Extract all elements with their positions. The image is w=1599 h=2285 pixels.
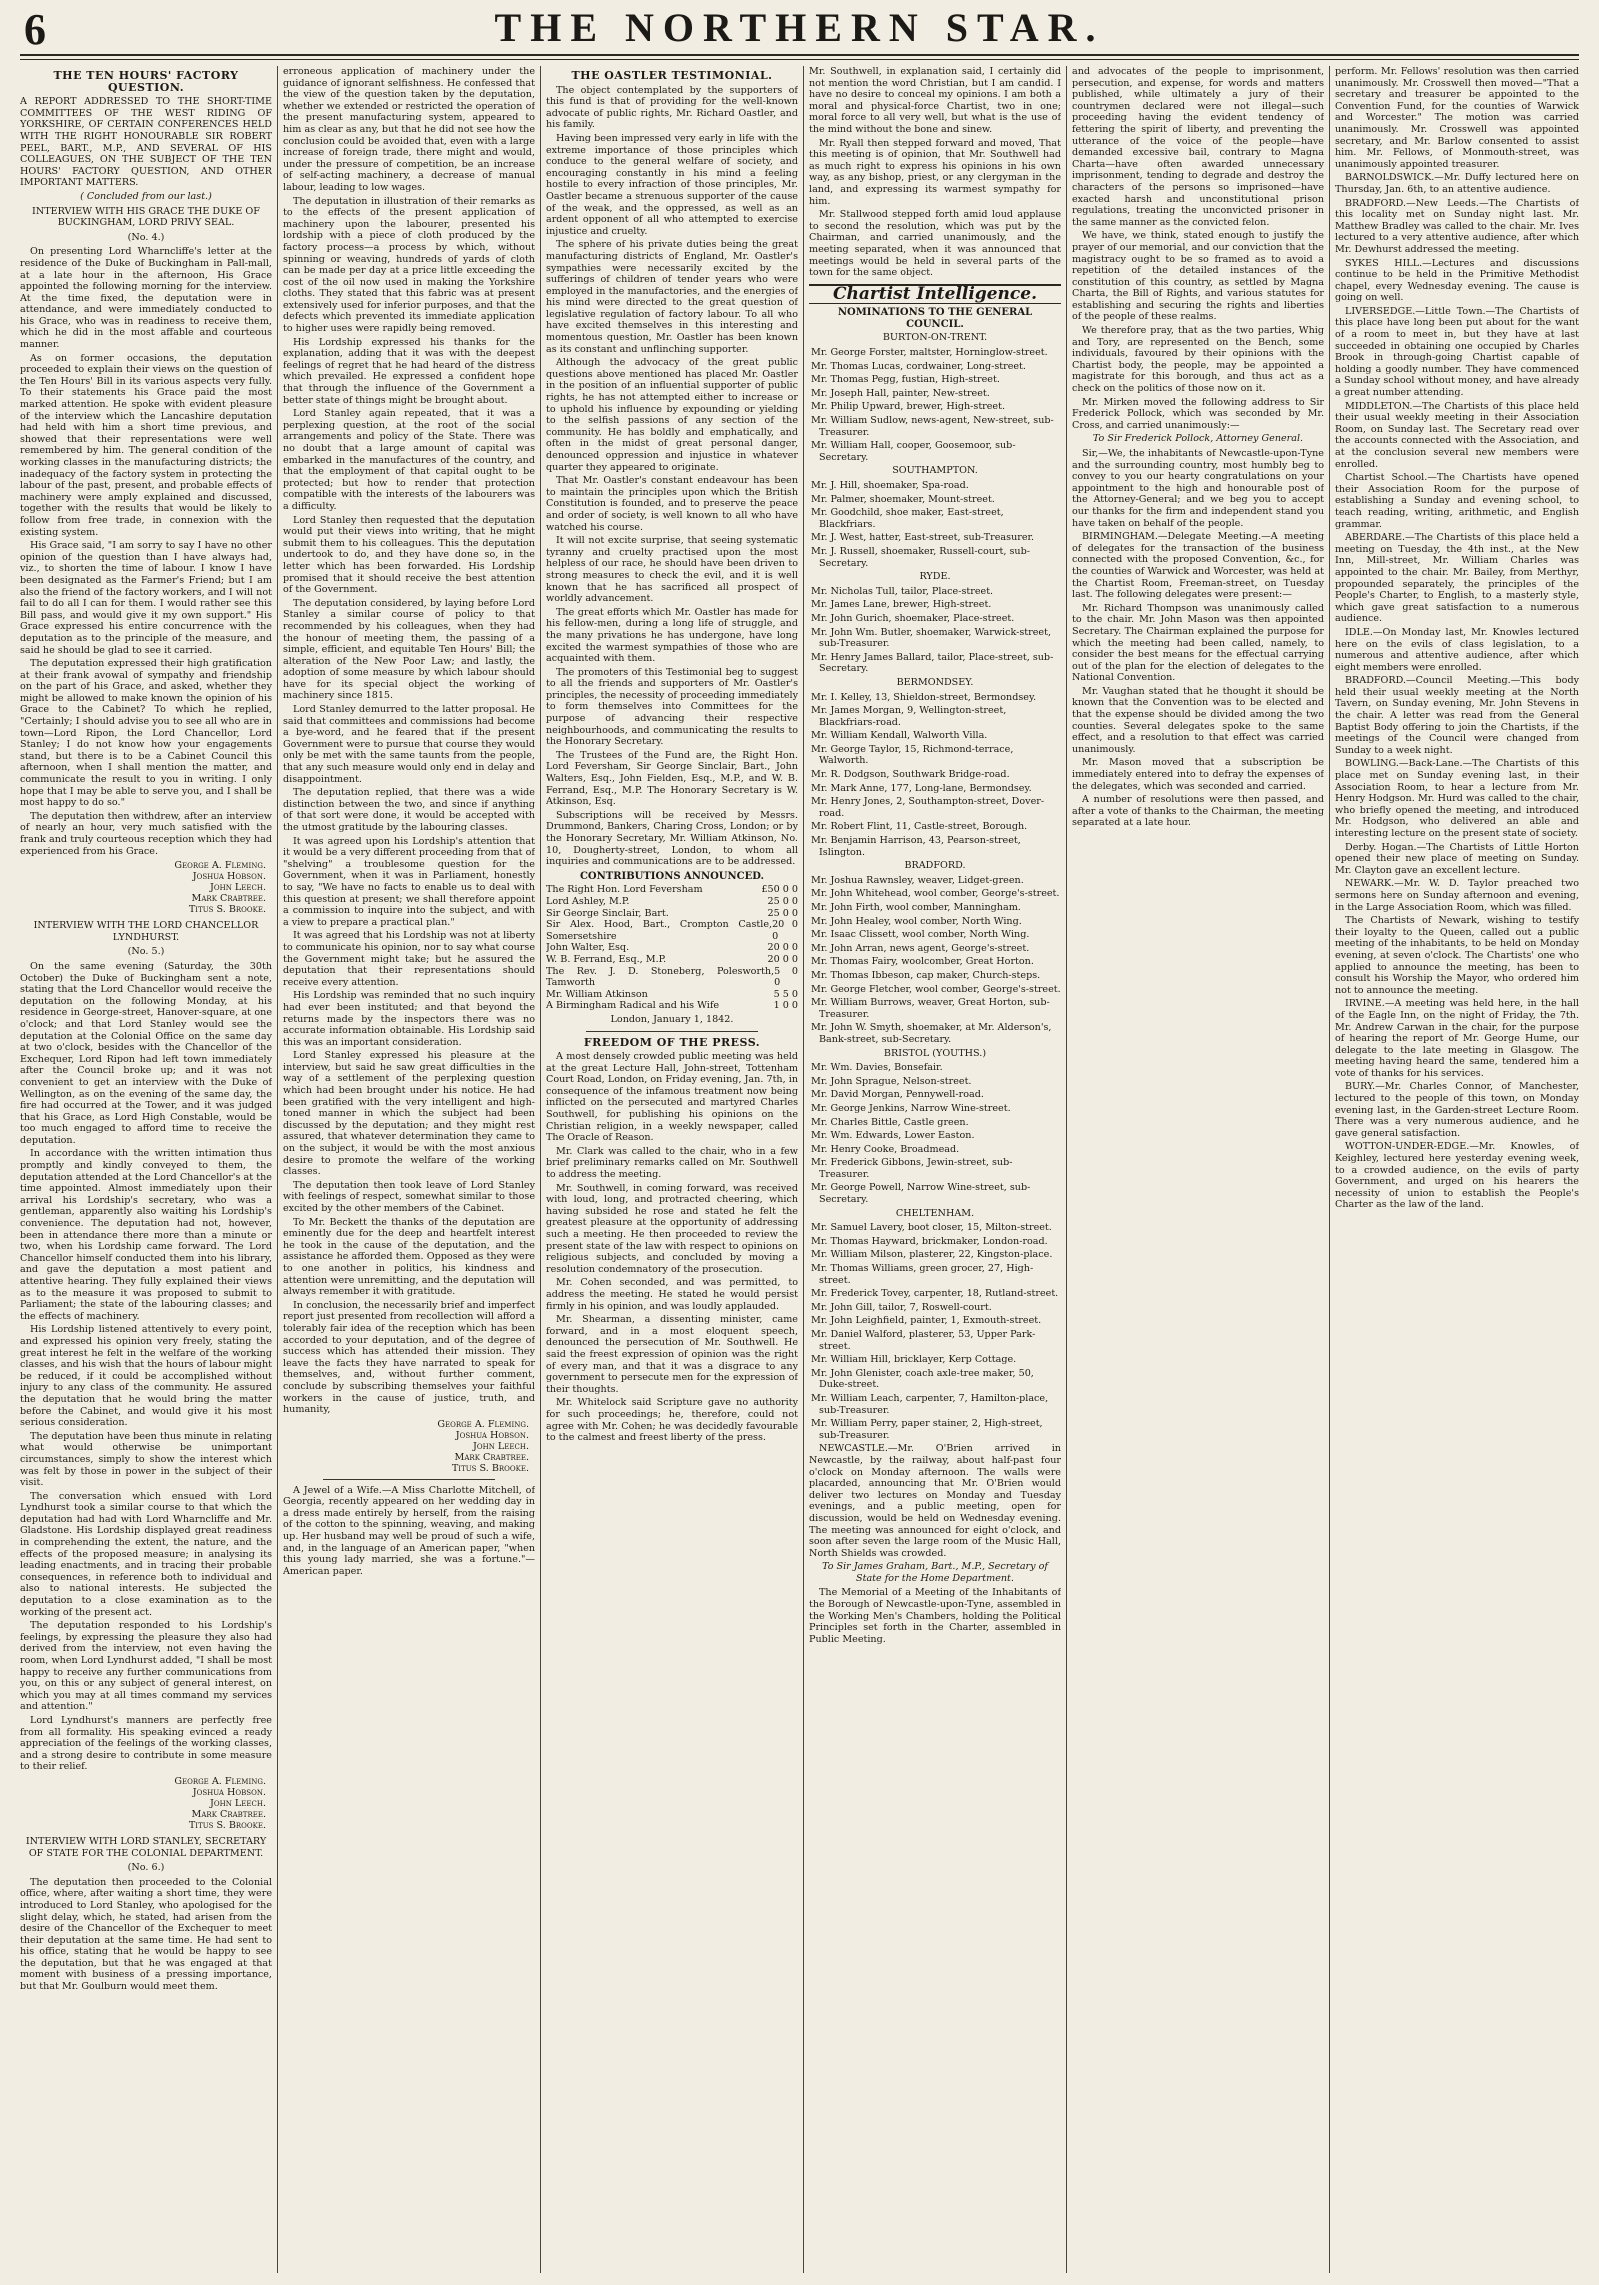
nominee: Mr. Henry Jones, 2, Southampton-street, Dover-road. <box>811 796 1045 819</box>
paragraph: In conclusion, the necessarily brief and imperfect report just presented from recollection will afford a tolerably fair idea of the reception which has been accorded to your deputation, and of the degree of success which has attended their mission. They leave the facts they have narrated to speak for themselves, and, without further comment, conclude by subscribing themselves your faithful workers in the cause of justice, truth, and humanity, <box>283 1299 535 1416</box>
nominee: Mr. James Lane, brewer, High-street. <box>811 599 992 611</box>
contribution-row <box>546 896 798 908</box>
paragraph: The conversation which ensued with Lord Lyndhurst took a similar course to that which the deputation had had with Lord Wharncliffe and Mr. Gladstone. His Lordship displayed great readiness in comprehending the extent, the nature, and the effects of the proposed measure; in analysing its leading enactments, and in tracing their probable consequences, in reference both to individual and also to national interests. He subjected the deputation to a close examination as to the working of the present act. <box>20 1490 272 1618</box>
paragraph: Lord Lyndhurst's manners are perfectly free from all formality. His speaking evinced a ready appreciation of the feelings of the working classes, and a strong desire to contribute in some measure to their relief. <box>20 1714 272 1773</box>
paragraph: The promoters of this Testimonial beg to suggest to all the friends and supporters of Mr. Oastler's principles, the necessity of proceeding immediately to form themselves into Committees for the purpose of advancing their respective neighbourhoods, and communicating the results to the Honorary Secretary. <box>546 666 798 748</box>
paragraph: Mr. Mason moved that a subscription be immediately entered into to defray the expenses of the delegates, which was seconded and carried. <box>1072 757 1324 792</box>
paragraph: A Jewel of a Wife.—A Miss Charlotte Mitchell, of Georgia, recently appeared on her wedding day in a dress made entirely by herself, from the raising of the cotton to the spinning, weaving, and making up. Her husband may well be proud of such a wife, and, in the language of an American paper, "when this young lady married, she was a fortune."—American paper. <box>283 1484 535 1577</box>
separator <box>323 1479 495 1480</box>
signatory: Mark Crabtree. <box>454 1451 529 1463</box>
paragraph: His Grace said, "I am sorry to say I have no other opinion of the question than I have always had, viz., to shorten the time of labour. I know I have been designated as the Farmer's Friend; but I am also the friend of the factory workers, and I will not fail to do all I can for them. I would rather see this Bill pass, and would give it my own support." His Grace expressed his entire concurrence with the deputation as to the principle of the measure, and said he should be glad to see it carried. <box>20 540 272 656</box>
paragraph: Mr. Stallwood stepped forth amid loud applause to second the resolution, which was put by the Chairman, and carried unanimously, and the meeting separated, when it was announced that meetings would be held in several parts of the town for the same object. <box>809 209 1061 279</box>
memorial-address: To Sir James Graham, Bart., M.P., Secretary of State for the Home Department. <box>822 1561 1048 1584</box>
interview-number: (No. 5.) <box>127 946 165 958</box>
page-number: 6 <box>24 5 46 54</box>
amount: 20 0 0 <box>767 942 798 954</box>
paragraph: A number of resolutions were then passed, and after a vote of thanks to the Chairman, the meeting separated at a late hour. <box>1072 794 1324 829</box>
article-heading: THE TEN HOURS' FACTORY QUESTION. <box>53 69 239 94</box>
paragraph: BURY.—Mr. Charles Connor, of Manchester, lectured to the people of this town, on Monday evening last, in the Garden-street Lecture Room. There was a very numerous audience, and he gave general satisfaction. <box>1335 1081 1579 1139</box>
contributions-title: CONTRIBUTIONS ANNOUNCED. <box>579 870 765 882</box>
column-divider <box>540 66 541 2273</box>
nominee: Mr. Thomas Ibbeson, cap maker, Church-steps. <box>811 969 1041 981</box>
paragraph: Mr. Southwell, in coming forward, was received with loud, long, and protracted cheering, which having subsided he rose and stated he felt the greatest pleasure at the opportunity of addressing such a meeting. He then proceeded to review the present state of the law with respect to opinions on religious subjects, and concluded by moving a resolution condemnatory of the prosecution. <box>546 1182 798 1275</box>
address-heading: To Sir Frederick Pollock, Attorney General. <box>1092 433 1304 445</box>
signatories <box>283 1419 529 1474</box>
interview-title: INTERVIEW WITH THE LORD CHANCELLOR LYNDHURST. <box>33 920 259 943</box>
nominee: Mr. William Burrows, weaver, Great Horton, sub-Treasurer. <box>811 997 1050 1020</box>
paragraph: The deputation then proceeded to the Colonial office, where, after waiting a short time, they were introduced to Lord Stanley, who apologised for the slight delay, which, he stated, had arisen from the desire of the Chancellor of the Exchequer to meet their deputation at the same time. He had sent to his office, stating that he would be happy to see the deputation, but that he was engaged at that moment with business of a pressing importance, but that Mr. Goulburn would meet them. <box>20 1876 272 1993</box>
nominee: Mr. George Powell, Narrow Wine-street, sub-Secretary. <box>811 1182 1031 1206</box>
masthead-rule <box>20 54 1579 56</box>
paragraph: The deputation responded to his Lordship's feelings, by expressing the pleasure they also had derived from the interview, not even having the room, when Lord Lyndhurst added, "I shall be most happy to receive any further communications from you, on this or any subject of general interest, on which you may at all times command my services and attention." <box>20 1620 272 1713</box>
contributor: A Birmingham Radical and his Wife <box>546 1000 720 1012</box>
paragraph: The deputation then took leave of Lord Stanley with feelings of respect, somewhat similar to those excited by the other members of the Cabinet. <box>283 1179 535 1214</box>
nominee: Mr. Mark Anne, 177, Long-lane, Bermondsey. <box>811 782 1032 794</box>
contribution-row <box>546 884 798 896</box>
dateline: London, January 1, 1842. <box>610 1013 734 1025</box>
contribution-row <box>546 908 798 920</box>
locality: BRADFORD. <box>904 860 966 872</box>
nominee: Mr. Thomas Hayward, brickmaker, London-road. <box>811 1235 1048 1247</box>
paragraph: We therefore pray, that as the two parties, Whig and Tory, are represented on the Bench, some individuals, favoured by their opinions with the Chartist body, the people, may be appointed a magistrate for this borough, and thus act as a check on the politics of those now on it. <box>1072 325 1324 395</box>
paragraph: The object contemplated by the supporters of this fund is that of providing for the well-known advocate of public rights, Mr. Richard Oastler, and his family. <box>546 84 798 131</box>
paragraph: Lord Stanley demurred to the latter proposal. He said that committees and commissions had become a bye-word, and he feared that if the present Government were to pursue that course they would only be met with the same taunts from the people, that any such measure would only end in delay and disappointment. <box>283 704 535 785</box>
columns <box>20 66 1579 2273</box>
paragraph: Mr. Shearman, a dissenting minister, came forward, and in a most eloquent speech, denounced the persecution of Mr. Southwell. He said the freest expression of opinion was the right of every man, and that it was a disgrace to any government to persecute men for the expression of their thoughts. <box>546 1314 798 1395</box>
contributor: Mr. William Atkinson <box>546 988 648 1000</box>
paragraph: The deputation expressed their high gratification at their frank avowal of sympathy and friendship on the part of his Grace, and asked, whether they might be allowed to make known the opinion of his Grace to the Cabinet? To which he replied, "Certainly; I should advise you to see all who are in town—Lord Ripon, the Lord Chancellor, Lord Stanley; I do not know how your engagements stand, but there is to be a Cabinet Council this afternoon, when I shall mention the matter, and communicate the result to you in writing. I only hope that I may be able to serve you, and I shall be most happy to do so." <box>20 658 272 809</box>
paragraph: ABERDARE.—The Chartists of this place held a meeting on Tuesday, the 4th inst., at the New Inn, Mill-street, Mr. William Charles was appointed to the chair. Mr. Bailey, from Merthyr, propounded separately, the principles of the People's Charter, to English, to a masterly style, which gave great satisfaction to a numerous audience. <box>1335 532 1579 625</box>
signatory: Mark Crabtree. <box>191 1808 266 1820</box>
contributor: Lord Ashley, M.P. <box>546 895 630 907</box>
nominee: Mr. William Leach, carpenter, 7, Hamilton-place, sub-Treasurer. <box>811 1392 1049 1416</box>
paragraph: BRADFORD.—Council Meeting.—This body held their usual weekly meeting at the North Tavern, on Sunday evening, Mr. John Stevens in the chair. A letter was read from the General Baptist Body offering to join the Chartists, if the meetings of the Council were changed from Sunday to a week night. <box>1335 675 1579 756</box>
signatory: Mark Crabtree. <box>191 893 266 905</box>
signatory: George A. Fleming. <box>174 860 266 872</box>
amount: £50 0 0 <box>761 884 798 896</box>
signatory: George A. Fleming. <box>174 1775 266 1787</box>
contribution-row <box>546 1000 798 1012</box>
nominee: Mr. Frederick Gibbons, Jewin-street, sub-Treasurer. <box>811 1157 1013 1180</box>
paragraph: The Chartists of Newark, wishing to testify their loyalty to the Queen, called out a public meeting of the inhabitants, to be held on Monday evening, at seven o'clock. The Chartists' one who applied to announce the meeting, has been to consult his Worship the Mayor, who ordered him not to announce the meeting. <box>1335 915 1579 996</box>
contribution-row <box>546 989 798 1001</box>
nominee: Mr. Thomas Fairy, woolcomber, Great Horton. <box>811 956 1034 968</box>
nominee: Mr. Thomas Lucas, cordwainer, Long-street. <box>811 360 1026 372</box>
nominee: Mr. Joshua Rawnsley, weaver, Lidget-green. <box>811 874 1024 886</box>
nominee: Mr. John Wm. Butler, shoemaker, Warwick-street, sub-Treasurer. <box>811 626 1051 650</box>
paragraph: The Memorial of a Meeting of the Inhabitants of the Borough of Newcastle-upon-Tyne, assembled in the Working Men's Chambers, holding the Political Principles set forth in the Charter, assembled in Public Meeting. <box>809 1587 1061 1645</box>
paragraph: Mr. Cohen seconded, and was permitted, to address the meeting. He stated he would persist firmly in his opinion, and was loudly applauded. <box>546 1277 798 1312</box>
signatories <box>20 860 266 915</box>
paragraph: LIVERSEDGE.—Little Town.—The Chartists of this place have long been put about for the want of a room to meet in, but they have at last succeeded in obtaining one occupied by Charles Brook in through-going Chartist capable of holding a goodly number. They have commenced a Sunday school without money, and have already a great number attending. <box>1335 305 1579 399</box>
paragraph: Mr. Ryall then stepped forward and moved, That this meeting is of opinion, that Mr. Southwell had as much right to express his opinions in his own way, as any bishop, priest, or any clergyman in the land, and expressing its warmest sympathy for him. <box>809 137 1061 207</box>
nominee: Mr. David Morgan, Pennywell-road. <box>811 1089 984 1101</box>
column-1 <box>20 66 272 2273</box>
paragraph: In accordance with the written intimation thus promptly and kindly conveyed to them, the deputation attended at the Lord Chancellor's at the time appointed. Almost immediately upon their arrival his Lordship's secretary, who was a gentleman, apparently also waiting his Lordship's convenience. The deputation had not, however, been in attendance there more than a minute or two, when his Lordship came forward. The Lord Chancellor himself conducted them into his library, and gave the deputation a most patient and attentive hearing. They fully explained their views as to the measure it was proposed to submit to Parliament; the state of the labouring classes; and the effects of machinery. <box>20 1148 272 1322</box>
nominee: Mr. John W. Smyth, shoemaker, at Mr. Alderson's, Bank-street, sub-Secretary. <box>811 1022 1052 1045</box>
paragraph: BRADFORD.—New Leeds.—The Chartists of this locality met on Sunday night last. Mr. Matthew Bradley was called to the chair. Mr. Ives lectured to a very attentive audience, after which Mr. Dewhurst addressed the meeting. <box>1335 197 1579 255</box>
paragraph: Mr. Mirken moved the following address to Sir Frederick Pollock, which was seconded by Mr. Cross, and carried unanimously:— <box>1072 396 1324 431</box>
masthead <box>0 0 1599 70</box>
nominee: Mr. John Sprague, Nelson-street. <box>811 1075 972 1087</box>
nominee: Mr. John Firth, wool comber, Manningham. <box>811 902 1021 913</box>
nominee: Mr. John Arran, news agent, George's-street. <box>811 942 1030 954</box>
newspaper-title: THE NORTHERN STAR. <box>494 5 1105 50</box>
locality: BRISTOL (YOUTHS.) <box>883 1047 987 1059</box>
paragraph: It will not excite surprise, that seeing systematic tyranny and cruelty practised upon the most helpless of our race, he should have been driven to strong measures to check the evil, and it is well known that he has sacrificed all prospect of worldly advancement. <box>546 535 798 605</box>
nominee: Mr. J. West, hatter, East-street, sub-Treasurer. <box>811 532 1035 544</box>
nominee: Mr. I. Kelley, 13, Shieldon-street, Bermondsey. <box>811 691 1037 703</box>
nominee: Mr. Nicholas Tull, tailor, Place-street. <box>811 585 994 597</box>
paragraph: NEWARK.—Mr. W. D. Taylor preached two sermons here on Sunday afternoon and evening, in the Large Association Room, which was filled. <box>1335 878 1579 913</box>
paragraph: Mr. Whitelock said Scripture gave no authority for such proceedings; he, therefore, could not agree with Mr. Cohen; he was decidedly favourable to the calmest and freest liberty of the press. <box>546 1397 798 1444</box>
contributor: Sir George Sinclair, Bart. <box>546 907 669 919</box>
column-3 <box>546 66 798 2273</box>
contributor: The Right Hon. Lord Feversham <box>546 884 703 896</box>
paragraph: Mr. Richard Thompson was unanimously called to the chair. Mr. John Mason was then appointed Secretary. The Chairman explained the purpose for which the meeting had been called, namely, to consider the best means for the effectual carrying out of the plan for the election of delegates to the National Convention. <box>1072 602 1324 684</box>
nominee: Mr. William Hall, cooper, Goosemoor, sub-Secretary. <box>811 440 1016 463</box>
signatories <box>20 1776 266 1831</box>
amount: 5 5 0 <box>773 988 798 1000</box>
nominee: Mr. William Sudlow, news-agent, New-street, sub-Treasurer. <box>811 415 1054 438</box>
paragraph: BIRMINGHAM.—Delegate Meeting.—A meeting of delegates for the transaction of the business connected with the proposed Convention, &c., for the counties of Warwick and Worcester, was held at the Chartist Room, Freeman-street, on Tuesday last. The following delegates were present:— <box>1072 531 1324 601</box>
nominee: Mr. John Whitehead, wool comber, George's-street. <box>811 888 1060 900</box>
nominee: Mr. William Perry, paper stainer, 2, High-street, sub-Treasurer. <box>811 1418 1043 1441</box>
nominee: Mr. Goodchild, shoe maker, East-street, Blackfriars. <box>811 507 1004 530</box>
nominee: Mr. J. Hill, shoemaker, Spa-road. <box>811 480 969 491</box>
paragraph: Having been impressed very early in life with the extreme importance of those principles which conduce to the general welfare of society, and encouraging constantly in his mind a feeling hostile to every infraction of those principles, Mr. Oastler became a strenuous supporter of the cause of the weak, and the oppressed, as well as an ardent opponent of all who attempted to exercise injustice and cruelty. <box>546 132 798 237</box>
column-divider <box>277 66 278 2273</box>
nominee: Mr. William Kendall, Walworth Villa. <box>811 730 988 742</box>
column-divider <box>1066 66 1067 2273</box>
article-intro: A REPORT ADDRESSED TO THE SHORT-TIME COMMITTEES OF THE WEST RIDING OF YORKSHIRE, OF CERTAIN CONFERENCES HELD WITH THE RIGHT HONOURABLE SIR ROBERT PEEL, BART., M.P., AND SEVERAL OF HIS COLLEAGUES, ON THE SUBJECT OF THE TEN HOURS' FACTORY QUESTION, AND OTHER IMPORTANT MATTERS. <box>20 96 272 189</box>
nominee: Mr. Benjamin Harrison, 43, Pearson-street, Islington. <box>811 835 1021 858</box>
continuation-note: ( Concluded from our last.) <box>80 190 212 202</box>
amount: 20 0 0 <box>772 919 798 942</box>
interview-number: (No. 6.) <box>127 1862 165 1874</box>
column-6 <box>1335 66 1579 2273</box>
paragraph: Lord Stanley then requested that the deputation would put their views into writing, that he might submit them to his colleagues. This the deputation undertook to do, and they have done so, in the letter which has been forwarded. His Lordship promised that it should receive the best attention of the Government. <box>283 514 535 596</box>
nominee: Mr. Palmer, shoemaker, Mount-street. <box>811 493 995 505</box>
column-5 <box>1072 66 1324 2273</box>
nominee: Mr. William Hill, bricklayer, Kerp Cottage. <box>811 1354 1017 1366</box>
paragraph: Although the advocacy of the great public questions above mentioned has placed Mr. Oastler in the position of an influential supporter of public rights, he has not attempted either to increase or to uphold his influence by expounding or yielding to the selfish passions of any section of the community. He has boldly and emphatically, and often in the midst of great personal danger, denounced oppression and injustice in whatever quarter they appeared to originate. <box>546 357 798 473</box>
contributor: John Walter, Esq. <box>546 942 630 954</box>
paragraph: On presenting Lord Wharncliffe's letter at the residence of the Duke of Buckingham in Pall-mall, at a late hour in the afternoon, His Grace appointed the following morning for the interview. At the time fixed, the deputation were in attendance, and were immediately conducted to his Grace, who was in readiness to receive them, which he did in the most affable and courteous manner. <box>20 246 272 351</box>
nominee: Mr. Henry Cooke, Broadmead. <box>811 1143 960 1155</box>
paragraph: IRVINE.—A meeting was held here, in the hall of the Eagle Inn, on the night of Friday, the 7th. Mr. Andrew Carwan in the chair, for the purpose of hearing the report of Mr. George Hume, our delegate to the late meeting in Glasgow. The meeting having heard the same, tendered him a vote of thanks for his services. <box>1335 998 1579 1079</box>
locality: CHELTENHAM. <box>895 1207 975 1219</box>
contributor: Sir Alex. Hood, Bart., Crompton Castle, Somersetshire <box>546 919 773 942</box>
interview-number: (No. 4.) <box>127 231 165 243</box>
paragraph: To Mr. Beckett the thanks of the deputation are eminently due for the deep and heartfelt interest he took in the cause of the deputation, and the assistance he afforded them. Opposed as they were to one another in politics, his kindness and attention were unremitting, and the deputation will always remember it with gratitude. <box>283 1216 535 1298</box>
paragraph: Mr. Vaughan stated that he thought it should be known that the Convention was to be elected and that the expense should be divided among the two counties. Several delegates spoke to the same effect, and a resolution to that effect was carried unanimously. <box>1072 685 1324 755</box>
nominee: Mr. John Gill, tailor, 7, Roswell-court. <box>811 1301 992 1313</box>
signatory: Joshua Hobson. <box>192 871 266 883</box>
nominee: Mr. Charles Bittle, Castle green. <box>811 1116 969 1128</box>
contribution-row <box>546 954 798 966</box>
interview-title: INTERVIEW WITH LORD STANLEY, SECRETARY OF STATE FOR THE COLONIAL DEPARTMENT. <box>25 1835 267 1859</box>
paragraph: The deputation then withdrew, after an interview of nearly an hour, very much satisfied with the frank and truly courteous reception which they had experienced from his Grace. <box>20 810 272 857</box>
paragraph: His Lordship was reminded that no such inquiry had ever been instituted; and that beyond the returns made by the inspectors there was no accurate information obtainable. His Lordship said this was an important consideration. <box>283 990 535 1048</box>
signatory: Joshua Hobson. <box>455 1429 529 1441</box>
amount: 1 0 0 <box>773 1000 798 1012</box>
paragraph: The Trustees of the Fund are, the Right Hon. Lord Feversham, Sir George Sinclair, Bart., John Walters, Esq., John Fielden, Esq., M.P., and W. B. Ferrand, Esq., M.P. The Honorary Secretary is W. Atkinson, Esq. <box>546 749 798 808</box>
contributor: The Rev. J. D. Stoneberg, Polesworth, Tamworth <box>546 965 775 989</box>
article-heading: THE OASTLER TESTIMONIAL. <box>571 69 773 82</box>
contributions-list <box>546 884 798 1012</box>
locality: RYDE. <box>919 571 951 583</box>
article-heading: FREEDOM OF THE PRESS. <box>583 1035 761 1049</box>
paragraph: BARNOLDSWICK.—Mr. Duffy lectured here on Thursday, Jan. 6th, to an attentive audience. <box>1335 172 1579 195</box>
paragraph: The sphere of his private duties being the great manufacturing districts of England, Mr. Oastler's sympathies were necessarily excited by the sufferings of children of tender years who were employed in the manufactories, and the energies of his mind were directed to the great question of legislative regulation of factory labour. To all who have excited themselves in this interesting and momentous question, Mr. Oastler has been known as its constant and unflinching supporter. <box>546 239 798 355</box>
nominee: Mr. George Forster, maltster, Horninglow-street. <box>811 347 1048 359</box>
signatory: John Leech. <box>473 1440 529 1452</box>
nominee: Mr. Frederick Tovey, carpenter, 18, Rutland-street. <box>811 1288 1059 1300</box>
paragraph: BOWLING.—Back-Lane.—The Chartists of this place met on Sunday evening last, in their Association Room, to hear a lecture from Mr. Henry Hodgson. Mr. Hurd was called to the chair, who briefly opened the meeting, and introduced Mr. Hodgson, who delivered an able and interesting lecture on the present state of society. <box>1335 758 1579 839</box>
paragraph: and advocates of the people to imprisonment, persecution, and expense, for words and matters published, while ultimately a jury of their countrymen declared were not illegal—such proceeding having the evident tendency of fettering the spirit of liberty, and preventing the utterance of the voice of the people—have demanded excessive bail, contrary to Magna Charta—have often awarded unnecessary imprisonment, tending to degrade and destroy the characters of the persons so imprisoned—have exacted harsh and unconstitutional prison regulations, treating the unconvicted prisoner in the same manner as the convicted felon. <box>1072 66 1324 228</box>
locality: BURTON-ON-TRENT. <box>882 332 988 344</box>
paragraph: Sir,—We, the inhabitants of Newcastle-upon-Tyne and the surrounding country, most humbly beg to convey to you our hearty congratulations on your appointment to the high and honourable post of the Attorney-General; and we beg you to accept our thanks for the firm and independent stand you have taken on behalf of the people. <box>1072 448 1324 529</box>
paragraph: Chartist School.—The Chartists have opened their Association Room for the purpose of establishing a Sunday and evening school, to teach reading, writing, arithmetic, and English grammar. <box>1335 472 1579 530</box>
column-divider <box>1329 66 1330 2273</box>
nominee: Mr. John Gurich, shoemaker, Place-street. <box>811 612 1015 624</box>
paragraph: NEWCASTLE.—Mr. O'Brien arrived in Newcastle, by the railway, about half-past four o'clock on Monday afternoon. The walls were placarded, announcing that Mr. O'Brien would deliver two lectures on Monday and Tuesday evenings, and a public meeting, open for discussion, would be held on Wednesday evening. The meeting was announced for eight o'clock, and soon after seven the large room of the Music Hall, North Shields was crowded. <box>809 1443 1061 1559</box>
amount: 25 0 0 <box>767 907 798 919</box>
contribution-row <box>546 919 798 942</box>
paragraph: The deputation in illustration of their remarks as to the effects of the present application of machinery upon the labourer, presented his lordship with a piece of cloth produced by the factory process—a process by which, without spinning or weaving, hundreds of yards of cloth can be made per day at a price little exceeding the cost of the oil now used in making the Yorkshire cloths. They stated that this fabric was at present extensively used for inferior purposes, and that the defects which prevented its immediate application to higher uses were rapidly being removed. <box>283 195 535 335</box>
signatory: Joshua Hobson. <box>192 1786 266 1798</box>
nominee: Mr. Daniel Walford, plasterer, 53, Upper Park-street. <box>811 1329 1036 1352</box>
nominee: Mr. George Fletcher, wool comber, George's-street. <box>811 983 1061 995</box>
nominee: Mr. Wm. Davies, Bonsefair. <box>811 1062 943 1074</box>
signatory: John Leech. <box>210 882 266 894</box>
amount: 5 0 0 <box>774 965 798 989</box>
interview-title: INTERVIEW WITH HIS GRACE THE DUKE OF BUCKINGHAM, LORD PRIVY SEAL. <box>32 205 260 229</box>
paragraph: Lord Stanley again repeated, that it was a perplexing question, at the root of the social arrangements and policy of the State. There was no doubt that a large amount of capital was embarked in the manufactures of the country, and that the employment of that capital ought to be protected; but how to render that protection compatible with the interests of the labourers was a difficulty. <box>283 408 535 512</box>
column-divider <box>803 66 804 2273</box>
paragraph: His Lordship expressed his thanks for the explanation, adding that it was with the deepest feelings of regret that he had heard of the distress which prevailed. He expressed a confident hope that through the influence of the Government a better state of things might be brought about. <box>283 336 535 406</box>
paragraph: Mr. Southwell, in explanation said, I certainly did not mention the word Christian, but I am candid. I have no desire to conceal my opinions. I am both a moral and physical-force Chartist, two in one; moral force to all very well, but what is the use of the mind without the bone and sinew. <box>809 66 1061 135</box>
paragraph: As on former occasions, the deputation proceeded to explain their views on the question of the Ten Hours' Bill in its various aspects very fully. To their statements his Grace paid the most marked attention. He spoke with evident pleasure of the interview which the Lancashire deputation had held with him a short time previous, and showed that their representations were well remembered by him. The general condition of the working classes in the manufacturing districts; the inadequacy of the factory system in protecting the labour of the past, present, and probable effects of machinery were amply explained and discussed, together with the results that would be likely to follow from free trade, in connexion with the existing system. <box>20 352 272 538</box>
paragraph: Mr. Clark was called to the chair, who in a few brief preliminary remarks called on Mr. Southwell to address the meeting. <box>546 1145 798 1181</box>
nominee: Mr. Henry James Ballard, tailor, Place-street, sub-Secretary. <box>811 651 1054 675</box>
masthead-rule-thin <box>20 59 1579 60</box>
nominee: Mr. George Taylor, 15, Richmond-terrace, Walworth. <box>811 743 1014 767</box>
paragraph: MIDDLETON.—The Chartists of this place held their usual weekly meeting in their Association Room, on Sunday last. The Secretary read over the accounts connected with the Association, and at the conclusion several new members were enrolled. <box>1335 400 1579 470</box>
signatory: John Leech. <box>210 1797 266 1809</box>
paragraph: His Lordship listened attentively to every point, and expressed his opinion very freely, stating the great interest he felt in the welfare of the working classes, and his wish that the hours of labour might be reduced, if it could be accomplished without injury to any class of the community. He assured the deputation that he would bring the matter before the Cabinet, and would give it his most serious consideration. <box>20 1324 272 1429</box>
nominee: Mr. Robert Flint, 11, Castle-street, Borough. <box>811 821 1028 833</box>
paragraph: We have, we think, stated enough to justify the prayer of our memorial, and our conviction that the magistracy ought to be so framed as to avoid a repetition of the detailed instances of the constitution of this country, as settled by Magna Charta, the Bill of Rights, and various statutes for establishing and securing the rights and liberties of the people of these realms. <box>1072 230 1324 323</box>
nominee: Mr. Thomas Pegg, fustian, High-street. <box>811 374 1000 386</box>
nominee: Mr. George Jenkins, Narrow Wine-street. <box>811 1102 1011 1114</box>
list-title: NOMINATIONS TO THE GENERAL COUNCIL. <box>837 307 1033 330</box>
nominee: Mr. Isaac Clissett, wool comber, North Wing. <box>811 929 1030 941</box>
paragraph: The deputation have been thus minute in relating what would otherwise be unimportant circumstances, simply to show the interest which was felt by those in power in the subject of their visit. <box>20 1430 272 1489</box>
paragraph: Lord Stanley expressed his pleasure at the interview, but said he saw great difficulties in the way of a settlement of the perplexing question which had been brought under his notice. He had been gratified with the very intelligent and high-toned manner in which the subject had been discussed by the deputation; and they might rest assured, that whatever determination they came to on the subject, it would be with the most anxious desire to promote the welfare of the working classes. <box>283 1050 535 1178</box>
column-4 <box>809 66 1061 2273</box>
separator <box>586 1031 758 1032</box>
nominee: Mr. William Milson, plasterer, 22, Kingston-place. <box>811 1249 1053 1261</box>
paragraph: On the same evening (Saturday, the 30th October) the Duke of Buckingham sent a note, stating that the Lord Chancellor would receive the deputation on the following Monday, at his residence in George-street, Hanover-square, at one o'clock; and that Lord Stanley would see the deputation at the Colonial Office on the same day at two o'clock, besides with the Chancellor of the Exchequer, Lord Ripon had left town immediately after the Council broke up; and it was not convenient to get an interview with the Duke of Wellington, as on the evening of the same day, the fire had occurred at the Tower, and it was judged that his Grace, as Lord High Constable, would be too much engaged to afford time to receive the deputation. <box>20 960 272 1146</box>
paragraph: The deputation considered, by laying before Lord Stanley a similar course of policy to that recommended by his colleagues, when they had the honour of meeting them, the passing of a simple, efficient, and equitable Ten Hours' Bill; the alteration of the New Poor Law; and lastly, the adoption of some measure by which labour should have for its special object the working of machinery since 1815. <box>283 597 535 702</box>
signatory: George A. Fleming. <box>437 1418 529 1430</box>
paragraph: Derby. Hogan.—The Chartists of Little Horton opened their new place of meeting on Sunday. Mr. Clayton gave an excellent lecture. <box>1335 841 1579 876</box>
contribution-row <box>546 942 798 954</box>
nominee: Mr. J. Russell, shoemaker, Russell-court, sub-Secretary. <box>811 545 1030 569</box>
section-banner: Chartist Intelligence. <box>809 284 1061 305</box>
signatory: Titus S. Brooke. <box>188 1819 266 1831</box>
paragraph: It was agreed that his Lordship was not at liberty to communicate his opinion, nor to say what course the Government might take; but he assured the deputation that their representations should receive every attention. <box>283 930 535 988</box>
nominee: Mr. John Leighfield, painter, 1, Exmouth-street. <box>811 1315 1042 1327</box>
paragraph: erroneous application of machinery under the guidance of ignorant selfishness. He confessed that the view of the question taken by the deputation, whether we extended or restricted the operation of the present manufacturing system, appeared to him as clear as any, but that he did not see how the conclusion could be avoided that, even with a large increase of foreign trade, there might and would, under the pressure of competition, be an increase of self-acting machinery, a decrease of manual labour, leading to low wages. <box>283 66 535 193</box>
paragraph: Subscriptions will be received by Messrs. Drummond, Bankers, Charing Cross, London; or by the Honorary Secretary, Mr. William Atkinson, No. 10, Dougherty-street, London, to whom all inquiries and communications are to be addressed. <box>546 809 798 868</box>
paragraph: The great efforts which Mr. Oastler has made for his fellow-men, during a long life of struggle, and the many privations he has undergone, have long excited the warmest sympathies of those who are acquainted with them. <box>546 606 798 665</box>
contributor: W. B. Ferrand, Esq., M.P. <box>546 953 667 965</box>
signatory: Titus S. Brooke. <box>451 1462 529 1474</box>
paragraph: A most densely crowded public meeting was held at the great Lecture Hall, John-street, Tottenham Court Road, London, on Friday evening, Jan. 7th, in consequence of the infamous treatment now being inflicted on the persecuted and martyred Charles Southwell, for publishing his opinions on the Christian religion, in a weekly newspaper, called The Oracle of Reason. <box>546 1051 798 1144</box>
paragraph: The deputation replied, that there was a wide distinction between the two, and since if anything of that sort were done, it would be accepted with the utmost gratitude by the labouring classes. <box>283 787 535 833</box>
nominee: Mr. Joseph Hall, painter, New-street. <box>811 387 990 399</box>
nominee: Mr. R. Dodgson, Southwark Bridge-road. <box>811 769 1010 781</box>
signatory: Titus S. Brooke. <box>188 904 266 916</box>
amount: 25 0 0 <box>767 895 798 907</box>
nominee: Mr. John Glenister, coach axle-tree maker, 50, Duke-street. <box>811 1367 1034 1391</box>
locality: BERMONDSEY. <box>896 676 974 688</box>
paragraph: That Mr. Oastler's constant endeavour has been to maintain the principles upon which the British Constitution is founded, and to preserve the peace and order of society, is well known to all who have watched his course. <box>546 475 798 533</box>
column-2 <box>283 66 535 2273</box>
nominee: Mr. Samuel Lavery, boot closer, 15, Milton-street. <box>811 1222 1052 1234</box>
amount: 20 0 0 <box>767 953 798 965</box>
nominee: Mr. Wm. Edwards, Lower Easton. <box>811 1130 975 1142</box>
nominee: Mr. Thomas Williams, green grocer, 27, High-street. <box>811 1263 1034 1286</box>
nominee: Mr. Philip Upward, brewer, High-street. <box>811 401 1006 413</box>
nominee: Mr. John Healey, wool comber, North Wing. <box>811 915 1022 927</box>
paragraph: WOTTON-UNDER-EDGE.—Mr. Knowles, of Keighley, lectured here yesterday evening week, to a crowded audience, on the evils of party Government, and urged on his hearers the necessity of union to establish the People's Charter as the law of the land. <box>1335 1141 1579 1211</box>
paragraph: perform. Mr. Fellows' resolution was then carried unanimously. Mr. Crosswell then moved—"That a secretary and treasurer be appointed to the Convention Fund, for the counties of Warwick and Worcester." The motion was carried unanimously. Mr. Crosswell was appointed secretary, and Mr. Barlow consented to assist him. Mr. Fellows, of Monmouth-street, was unanimously appointed treasurer. <box>1335 66 1579 170</box>
paragraph: SYKES HILL.—Lectures and discussions continue to be held in the Primitive Methodist chapel, every Wednesday evening. The cause is going on well. <box>1335 257 1579 304</box>
nominee: Mr. James Morgan, 9, Wellington-street, Blackfriars-road. <box>811 705 1007 728</box>
paragraph: IDLE.—On Monday last, Mr. Knowles lectured here on the evils of class legislation, to a numerous and attentive audience, after which eight members were enrolled. <box>1335 626 1579 673</box>
contribution-row <box>546 966 798 989</box>
paragraph: It was agreed upon his Lordship's attention that it would be a very different proceeding from that of "shelving" a troublesome question for the Government, when it was in Parliament, honestly to say, "We have no facts to enable us to deal with this question at present; we shall therefore appoint a commission to inquire into the subject, and with a view to prepare a practical plan." <box>283 835 535 928</box>
locality: SOUTHAMPTON. <box>892 465 978 477</box>
